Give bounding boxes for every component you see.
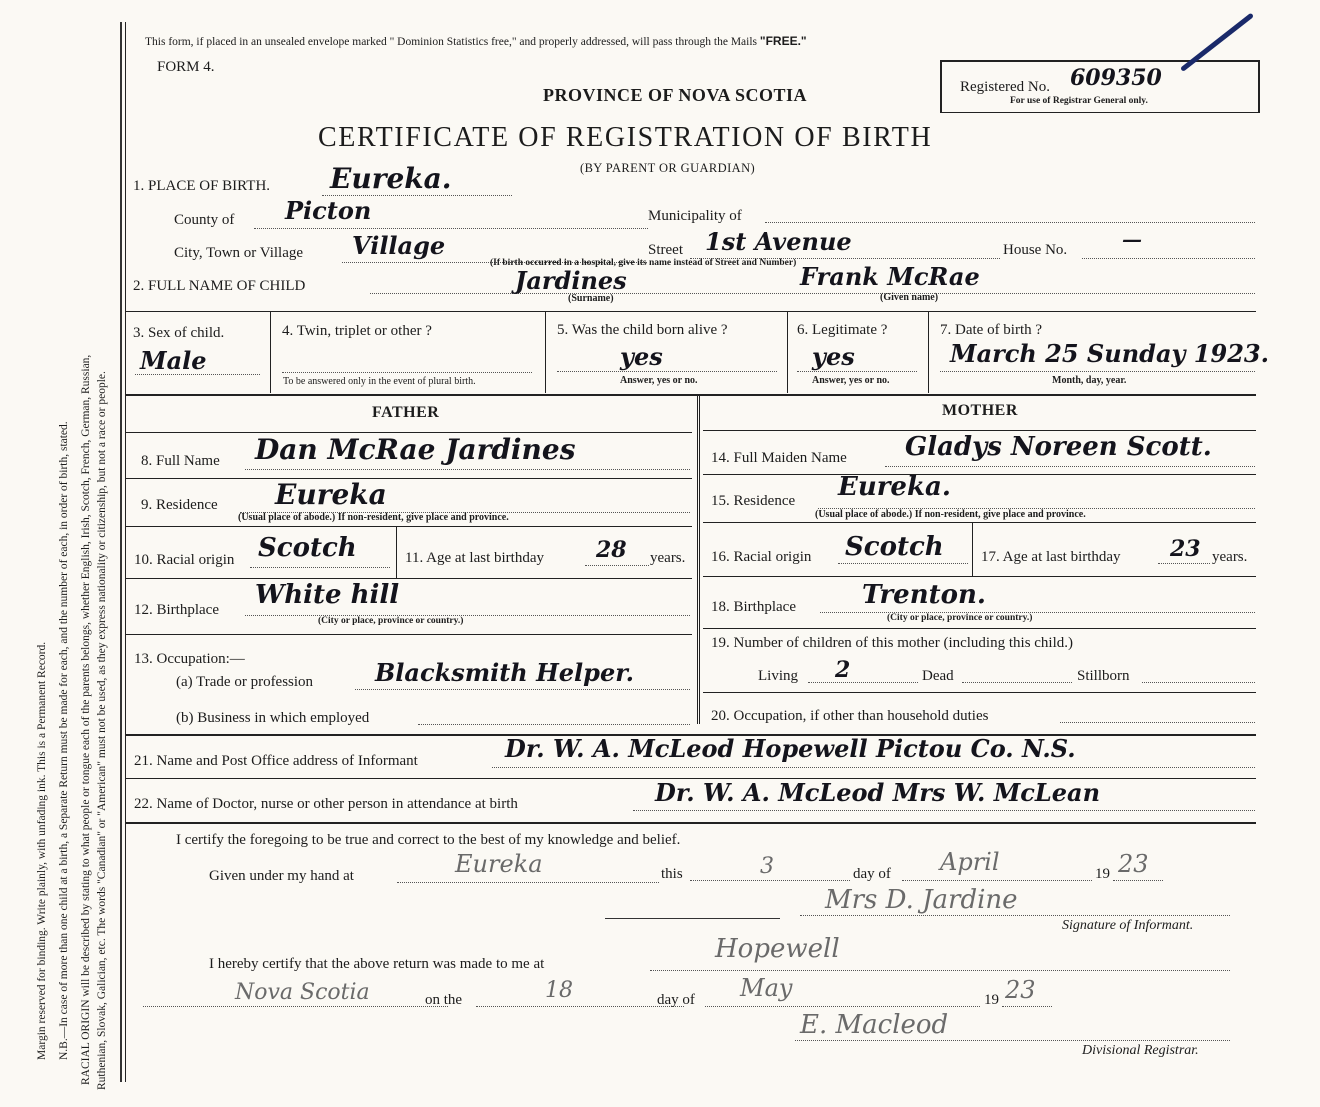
mother-living-value: 2 [835, 657, 851, 683]
father-birthplace-label: 12. Birthplace [134, 602, 219, 618]
mother-children-label: 19. Number of children of this mother (including this child.) [711, 635, 1074, 651]
doctor-value: Dr. W. A. McLeod Mrs W. McLean [655, 778, 1101, 807]
margin-note-2: N.B.—In case of more than one child at a birth, a Separate Return must be made for each, and the number of each, in order of birth, stated. [58, 421, 70, 1060]
mother-residence-label: 15. Residence [711, 493, 796, 509]
informant-signature: Mrs D. Jardine [825, 885, 1018, 915]
child-label: 2. FULL NAME OF CHILD [133, 278, 306, 294]
given-place-value: Eureka [455, 850, 543, 878]
given-name-caption: (Given name) [880, 292, 939, 303]
registrar-month-value: May [740, 974, 793, 1002]
father-race-label: 10. Racial origin [134, 552, 235, 568]
street-label: Street [648, 242, 683, 258]
mother-residence-value: Eureka. [838, 472, 951, 502]
mother-birthplace-value: Trenton. [862, 580, 986, 610]
registrar-signature: E. Macleod [800, 1010, 949, 1040]
registrar-place-value: Hopewell [715, 934, 840, 964]
father-age-label: 11. Age at last birthday [405, 550, 544, 566]
father-race-value: Scotch [258, 533, 357, 563]
given-dayof-label: day of [853, 866, 891, 882]
informant-value: Dr. W. A. McLeod Hopewell Pictou Co. N.S. [505, 734, 1076, 763]
twin-label: 4. Twin, triplet or other ? [282, 323, 432, 339]
house-value: — [1122, 227, 1142, 251]
father-trade-label: (a) Trade or profession [176, 674, 314, 690]
county-value: Picton [285, 196, 372, 225]
registrar-on-the-label: on the [425, 992, 463, 1008]
sex-value: Male [140, 346, 207, 375]
informant-label: 21. Name and Post Office address of Informant [134, 753, 418, 769]
father-occupation-label: 13. Occupation:— [134, 651, 245, 667]
municipality-label: Municipality of [648, 208, 742, 224]
mother-name-label: 14. Full Maiden Name [711, 450, 847, 466]
mother-occupation-label: 20. Occupation, if other than household duties [711, 708, 989, 724]
doctor-label: 22. Name of Doctor, nurse or other person in attendance at birth [134, 796, 518, 812]
place-value: Eureka. [330, 162, 452, 195]
registrar-province-value: Nova Scotia [235, 980, 370, 1005]
registered-label: Registered No. [960, 79, 1050, 95]
mother-residence-note: (Usual place of abode.) If non-resident, give place and province. [815, 509, 1086, 520]
dob-note: Month, day, year. [1052, 375, 1127, 386]
province-heading: PROVINCE OF NOVA SCOTIA [543, 85, 808, 105]
mother-living-label: Living [758, 668, 798, 684]
place-label: 1. PLACE OF BIRTH. [133, 178, 271, 194]
dob-label: 7. Date of birth ? [940, 322, 1043, 338]
city-label: City, Town or Village [174, 245, 304, 261]
father-birthplace-note: (City or place, province or country.) [318, 616, 464, 626]
sex-label: 3. Sex of child. [133, 325, 225, 341]
legitimate-note: Answer, yes or no. [812, 375, 890, 386]
margin-note-3: RACIAL ORIGIN will be described by stating to what people or tongue each of the parents belongs, whether English, Irish, Scotch, French, German, Russian, [80, 354, 92, 1085]
father-name-label: 8. Full Name [141, 453, 220, 469]
father-trade-value: Blacksmith Helper. [375, 658, 635, 687]
registrar-dayof-label: day of [657, 992, 695, 1008]
given-this-label: this [661, 866, 683, 882]
father-birthplace-value: White hill [255, 580, 400, 610]
registrar-day-value: 18 [545, 978, 573, 1003]
mother-race-label: 16. Racial origin [711, 549, 812, 565]
given-year-value: 23 [1118, 850, 1149, 878]
mother-age-value: 23 [1170, 536, 1201, 562]
twin-note: To be answered only in the event of plural birth. [283, 376, 476, 387]
father-years-label: years. [650, 550, 686, 566]
legitimate-value: yes [812, 342, 855, 371]
mother-stillborn-label: Stillborn [1077, 668, 1130, 684]
alive-note: Answer, yes or no. [620, 375, 698, 386]
mother-birthplace-note: (City or place, province or country.) [887, 613, 1033, 623]
informant-signature-caption: Signature of Informant. [1062, 918, 1194, 933]
registered-note: For use of Registrar General only. [1010, 96, 1148, 106]
registrar-year-prefix: 19 [984, 992, 999, 1008]
given-year-prefix: 19 [1095, 866, 1110, 882]
alive-value: yes [620, 342, 663, 371]
father-residence-label: 9. Residence [141, 497, 218, 513]
hospital-note: (If birth occurred in a hospital, give its name instead of Street and Number) [490, 258, 797, 268]
given-name-value: Frank McRae [800, 262, 980, 291]
house-label: House No. [1003, 242, 1068, 258]
surname-value: Jardines [515, 266, 627, 295]
given-day-value: 3 [760, 854, 774, 879]
registered-number: 609350 [1070, 65, 1162, 91]
surname-caption: (Surname) [568, 293, 614, 304]
registrar-caption: Divisional Registrar. [1082, 1043, 1199, 1058]
mother-birthplace-label: 18. Birthplace [711, 599, 796, 615]
city-value: Village [352, 231, 446, 260]
father-business-label: (b) Business in which employed [176, 710, 370, 726]
father-age-value: 28 [596, 537, 627, 563]
mail-note: This form, if placed in an unsealed envelope marked " Dominion Statistics free," and properly addressed, will pass through the Mails "FREE." [145, 34, 807, 48]
mother-name-value: Gladys Noreen Scott. [905, 432, 1212, 462]
given-month-value: April [940, 848, 1000, 876]
father-heading: FATHER [372, 404, 440, 421]
certificate-title: CERTIFICATE OF REGISTRATION OF BIRTH [318, 122, 933, 153]
father-name-value: Dan McRae Jardines [255, 433, 576, 466]
county-label: County of [174, 212, 235, 228]
street-value: 1st Avenue [705, 227, 852, 256]
mother-years-label: years. [1212, 549, 1248, 565]
margin-note-1: Margin reserved for binding. Write plainly, with unfading ink. This is a Permanent Record. [36, 641, 48, 1060]
mother-dead-label: Dead [922, 668, 954, 684]
father-residence-note: (Usual place of abode.) If non-resident, give place and province. [238, 512, 509, 523]
legitimate-label: 6. Legitimate ? [797, 322, 888, 338]
margin-note-4: Ruthenian, Slovak, Galician, etc. The words "Canadian" or "American" must not be used, as they express nationality or citizenship, but not a race or people. [96, 371, 108, 1090]
form-number: FORM 4. [157, 59, 215, 75]
mother-race-value: Scotch [845, 532, 944, 562]
father-residence-value: Eureka [275, 478, 387, 511]
alive-label: 5. Was the child born alive ? [557, 322, 728, 338]
registrar-year-value: 23 [1005, 976, 1036, 1004]
mother-age-label: 17. Age at last birthday [981, 549, 1121, 565]
mother-heading: MOTHER [942, 402, 1018, 419]
registered-box [940, 60, 1260, 113]
given-under-label: Given under my hand at [209, 868, 354, 884]
dob-value: March 25 Sunday 1923. [950, 339, 1269, 368]
certificate-subtitle: (BY PARENT OR GUARDIAN) [580, 161, 756, 175]
certify-text: I certify the foregoing to be true and correct to the best of my knowledge and belief. [176, 832, 681, 848]
registrar-text: I hereby certify that the above return was made to me at [209, 956, 545, 972]
